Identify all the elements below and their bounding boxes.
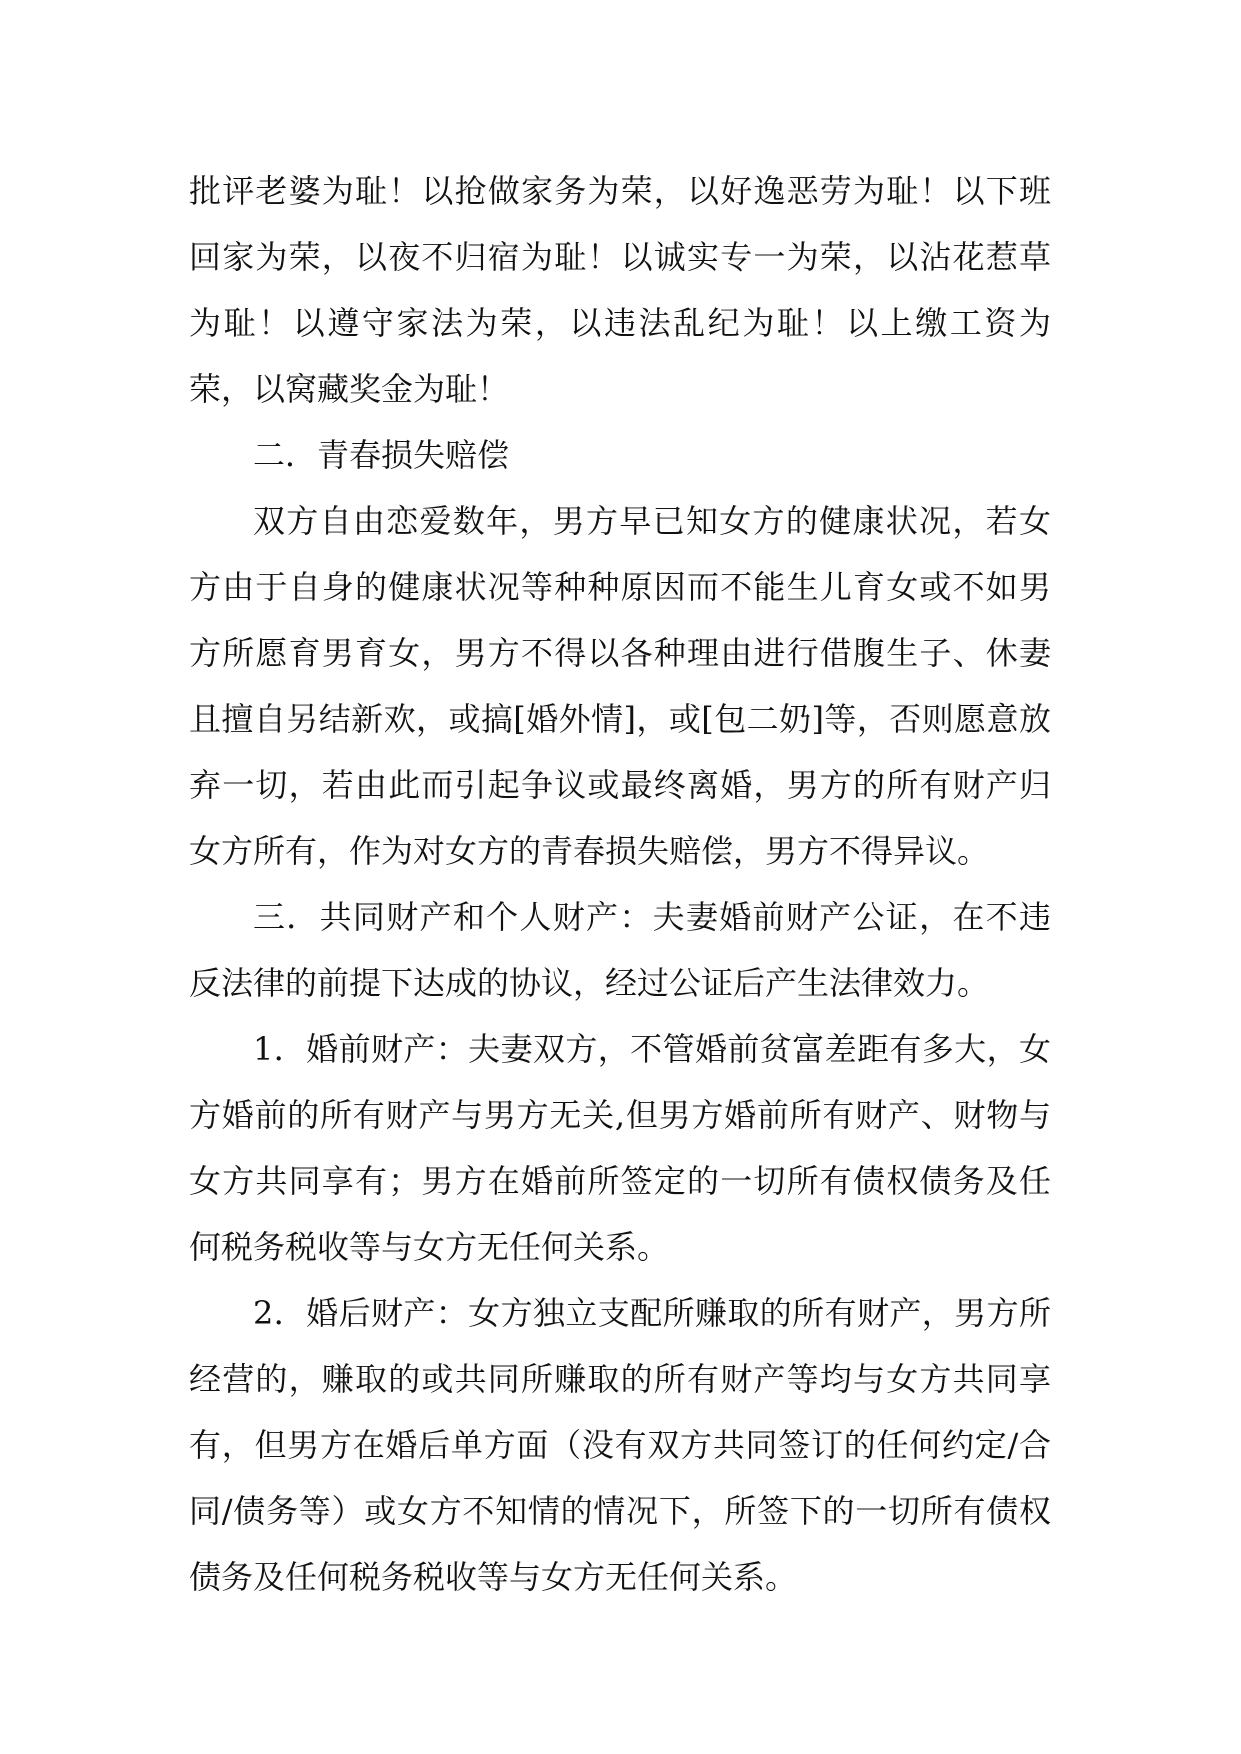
paragraph-premarital-property: 1．婚前财产：夫妻双方，不管婚前贫富差距有多大，女方婚前的所有财产与男方无关,但男方婚前所有财产、财物与女方共同享有；男方在婚前所签定的一切所有债权债务及任何税务税收等与女方无任何关系。 [189,1030,1051,1266]
section-heading-property: 三．共同财产和个人财产：夫妻婚前财产公证，在不违反法律的前提下达成的协议，经过公证后产生法律效力。 [189,898,1051,1002]
paragraph-youth-compensation: 双方自由恋爱数年，男方早已知女方的健康状况，若女方由于自身的健康状况等种种原因而不能生儿育女或不如男方所愿育男育女，男方不得以各种理由进行借腹生子、休妻且擅自另结新欢，或搞[婚外情]，或[包二奶]等，否则愿意放弃一切，若由此而引起争议或最终离婚，男方的所有财产归女方所有，作为对女方的青春损失赔偿，男方不得异议。 [189,502,1051,870]
document-body [189,158,1051,1610]
paragraph-postmarital-property: 2．婚后财产：女方独立支配所赚取的所有财产，男方所经营的，赚取的或共同所赚取的所有财产等均与女方共同享有，但男方在婚后单方面（没有双方共同签订的任何约定/合同/债务等）或女方不知情的情况下，所签下的一切所有债权债务及任何税务税收等与女方无任何关系。 [189,1294,1051,1596]
paragraph-continuation: 批评老婆为耻！以抢做家务为荣，以好逸恶劳为耻！以下班回家为荣，以夜不归宿为耻！以诚实专一为荣，以沾花惹草为耻！以遵守家法为荣，以违法乱纪为耻！以上缴工资为荣，以窝藏奖金为耻！ [189,172,1051,408]
section-heading-youth-compensation: 二．青春损失赔偿 [253,436,510,474]
